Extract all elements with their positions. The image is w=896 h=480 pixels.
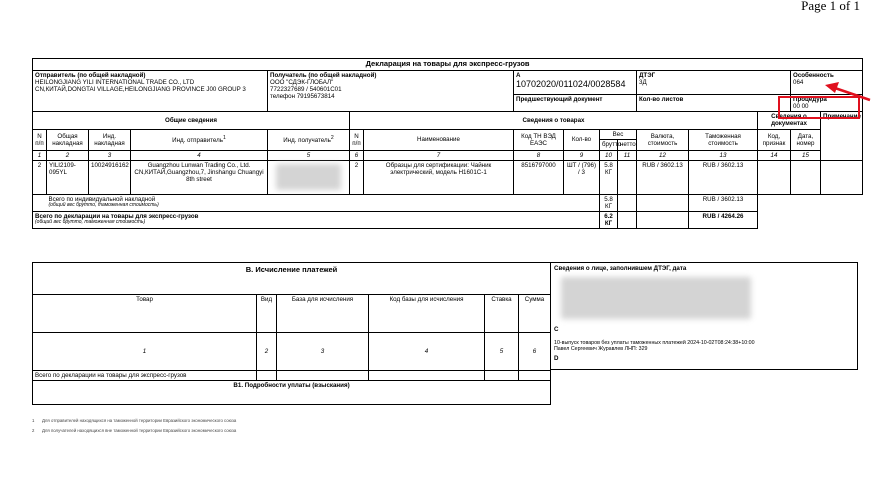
row-goods-name: Образцы для сертификации: Чайник электрический, модель H1601C-1	[364, 160, 514, 194]
sender-name: HEILONGJIANG YILI INTERNATIONAL TRADE CO., LTD	[35, 79, 195, 87]
col-num: 4	[131, 150, 268, 160]
b1-title: В1. Подробности уплаты (взыскания)	[33, 381, 551, 405]
receiver-phone: телефон 79195673814	[270, 93, 335, 101]
pay-col-rate: Ставка	[485, 295, 519, 333]
filler-title: Сведения о лице, заполнившем ДТЭГ, дата	[554, 265, 687, 272]
row-gross: 5.8 КГ	[600, 160, 618, 194]
footnote-ref-2: 2	[330, 134, 334, 141]
col-ind-sender	[131, 130, 268, 150]
pay-num: 1	[33, 333, 257, 371]
pay-col-base-code: Код базы для исчисления	[369, 295, 485, 333]
footnote-1-number: 1	[32, 418, 35, 423]
sender-label: Отправитель (по общей накладной)	[35, 72, 146, 79]
pay-num: 5	[485, 333, 519, 371]
declaration-table	[32, 58, 863, 229]
filler-c-label: С	[554, 326, 559, 333]
pay-col-sum: Сумма	[519, 295, 551, 333]
col-num: 11	[618, 150, 637, 160]
col-code: Код ТН ВЭД ЕАЭС	[514, 130, 564, 150]
filler-c-info	[554, 340, 755, 353]
ind-total-label-cell	[47, 194, 600, 211]
dteg-label: ДТЭГ	[639, 72, 656, 79]
filler-release-line: 10-выпуск товаров без уплаты таможенных платежей 2024-10-02T08:24:38+10:00	[554, 340, 755, 346]
redacted-filler-info	[561, 277, 751, 319]
procedure-value: 00 00	[793, 103, 809, 111]
pay-num: 6	[519, 333, 551, 371]
declaration-number: 10702020/011024/0028584	[516, 79, 626, 90]
col-num: 12	[637, 150, 689, 160]
highlight-arrow-icon	[820, 78, 874, 106]
col-num: 7	[364, 150, 514, 160]
row-code-sign	[758, 160, 791, 194]
col-date-num: Дата, номер	[791, 130, 821, 150]
col-customs: Таможенная стоимость	[689, 130, 758, 150]
col-name: Наименование	[364, 130, 514, 150]
footnotes	[32, 418, 236, 433]
general-info-header: Общие сведения	[33, 112, 350, 130]
col-np: N п/п	[33, 130, 47, 150]
filler-person-line: Павел Сергеевич Журавлев ЛНП: 329	[554, 346, 648, 353]
col-num: 14	[758, 150, 791, 160]
pay-num: 3	[277, 333, 369, 371]
receiver-inn: 7722327689 / 540601C01	[270, 86, 342, 94]
footnote-ref-1: 1	[223, 134, 226, 141]
row-currency: RUB / 3602.13	[637, 160, 689, 194]
row-np2: 2	[350, 160, 364, 194]
sheets-label: Кол-во листов	[639, 96, 684, 103]
docs-info-header: Сведения о документах	[758, 112, 821, 130]
col-num: 10	[600, 150, 618, 160]
ind-total-note: (общий вес брутто, таможенная стоимость)	[48, 201, 159, 208]
receiver-label: Получатель (по общей накладной)	[270, 72, 377, 79]
col-num: 2	[47, 150, 89, 160]
col-num: 13	[689, 150, 758, 160]
dteg-block	[637, 71, 791, 112]
pay-col-goods: Товар	[33, 295, 257, 333]
pay-col-type: Вид	[257, 295, 277, 333]
col-code-sign: Код, признак	[758, 130, 791, 150]
row-date-num	[791, 160, 821, 194]
table-row	[33, 160, 863, 194]
filler-block	[550, 262, 858, 370]
col-num: 3	[89, 150, 131, 160]
col-gross: брутто	[600, 140, 618, 150]
declaration-title: Декларация на товары для экспресс-грузов	[33, 59, 863, 71]
row-receiver	[268, 160, 350, 194]
redacted-receiver	[276, 164, 341, 190]
payments-title: В. Исчисление платежей	[33, 263, 551, 295]
prev-doc-label: Предшествующий документ	[516, 96, 603, 103]
col-ind-receiver	[268, 130, 350, 150]
page-indicator: Page 1 of 1	[801, 0, 860, 13]
decl-total-customs: RUB / 4264.26	[689, 211, 758, 228]
col-ind-sender-label: Инд. отправитель	[172, 136, 223, 144]
col-num: 5	[268, 150, 350, 160]
pay-col-base: База для исчисления	[277, 295, 369, 333]
col-num: 9	[564, 150, 600, 160]
pay-num: 2	[257, 333, 277, 371]
ind-total-gross: 5.8 КГ	[600, 194, 618, 211]
goods-info-header: Сведения о товарах	[350, 112, 758, 130]
block-a-label: А	[516, 72, 521, 79]
col-qty: Кол-во	[564, 130, 600, 150]
pay-total-label: Всего по декларации на товары для экспресс-грузов	[33, 371, 257, 381]
dteg-value: 3Д	[639, 79, 647, 87]
col-currency: Валюта, стоимость	[637, 130, 689, 150]
row-customs: RUB / 3602.13	[689, 160, 758, 194]
ind-total-customs: RUB / 3602.13	[689, 194, 758, 211]
row-np: 2	[33, 160, 47, 194]
col-net: нетто	[618, 140, 637, 150]
sender-block	[33, 71, 268, 112]
row-note	[821, 160, 863, 194]
pay-num: 4	[369, 333, 485, 371]
col-num: 6	[350, 150, 364, 160]
feature-value: 064	[793, 79, 804, 87]
row-code: 8516797000	[514, 160, 564, 194]
col-num: 1	[33, 150, 47, 160]
footnote-2-text: Для получателей находящихся вне таможенной территории Евразийского экономического союза	[42, 428, 237, 433]
footnote-1-text: Для отправителей находящихся на таможенной территории Евразийского экономического союза	[42, 418, 237, 423]
col-np2: N п/п	[350, 130, 364, 150]
decl-total-label-cell	[33, 211, 600, 228]
decl-total-label: Всего по декларации на товары для экспресс-грузов	[35, 212, 199, 220]
sender-address: CN,КИТАЙ,DONGTAI VILLAGE,HEILONGJIANG PROVINCE J00 GROUP 3	[35, 86, 246, 94]
col-ind-receiver-label: Инд. получатель	[283, 136, 331, 144]
payments-table	[32, 262, 551, 405]
block-a	[514, 71, 637, 112]
row-ind-waybill: 10024916162	[89, 160, 131, 194]
row-waybill: YILI2109-095YL	[47, 160, 89, 194]
col-weight: Вес	[600, 130, 637, 140]
notes-header: Примечание	[821, 112, 863, 160]
ind-total-label: Всего по индивидуальной накладной	[48, 195, 156, 203]
procedure-label: Процедура	[793, 96, 827, 103]
receiver-name: ООО "СДЭК-ГЛОБАЛ"	[270, 79, 334, 87]
footnote-2-number: 2	[32, 428, 35, 433]
decl-total-note: (общий вес брутто, таможенная стоимость)	[35, 219, 146, 225]
row-net	[618, 160, 637, 194]
col-num: 8	[514, 150, 564, 160]
receiver-block	[268, 71, 514, 112]
feature-label: Особенность	[793, 72, 834, 79]
row-sender: Guangzhou Lunwan Trading Co., Ltd. CN,КИТАЙ,Guangzhou,7, Jinshangu Chuangyi 8th street	[131, 160, 268, 194]
col-ind-waybill: Инд. накладная	[89, 130, 131, 150]
col-waybill: Общая накладная	[47, 130, 89, 150]
row-qty: ШТ / (796) / 3	[564, 160, 600, 194]
decl-total-gross: 6.2 КГ	[600, 211, 618, 228]
filler-d-label: D	[554, 355, 559, 362]
col-num: 15	[791, 150, 821, 160]
